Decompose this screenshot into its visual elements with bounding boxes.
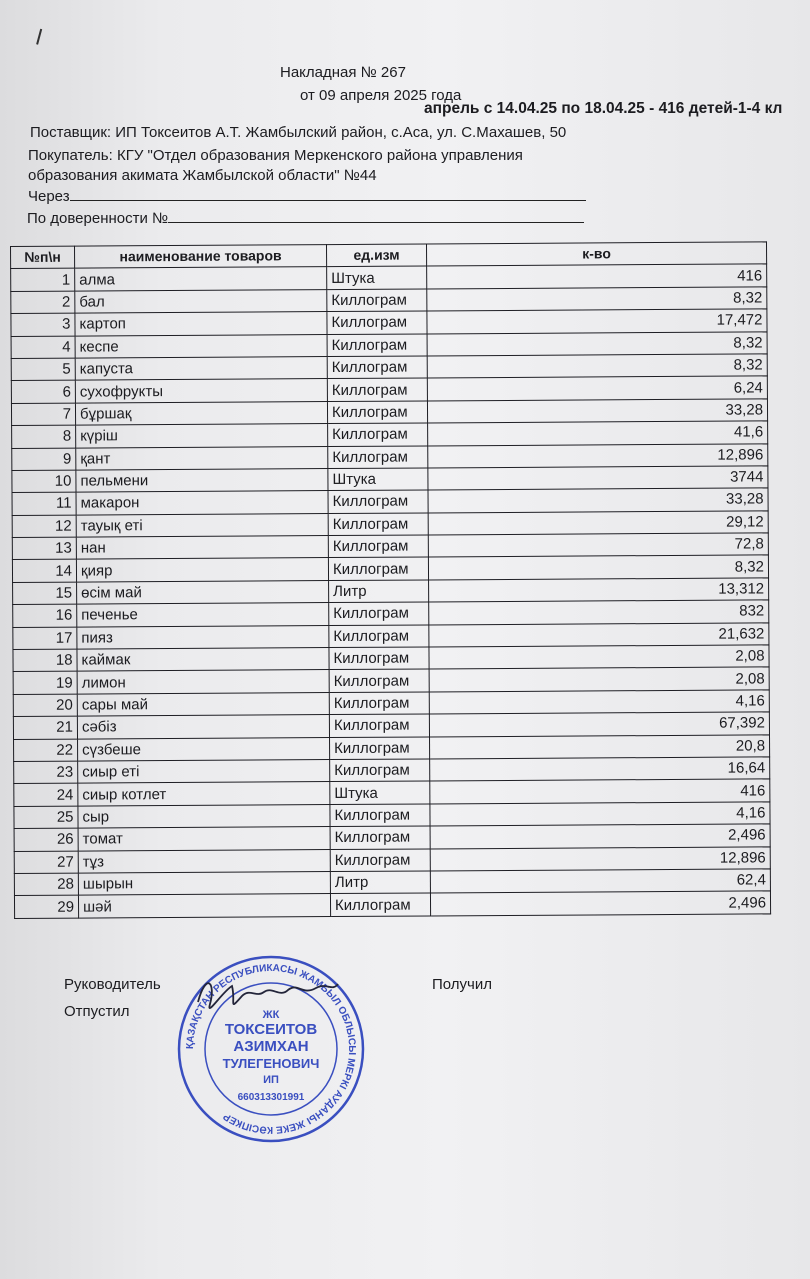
- item-name: сәбіз: [77, 715, 329, 739]
- item-quantity: 8,32: [427, 287, 767, 311]
- item-quantity: 29,12: [428, 511, 768, 535]
- item-quantity: 6,24: [427, 376, 767, 400]
- item-unit: Штука: [327, 266, 427, 289]
- item-quantity: 72,8: [428, 533, 768, 557]
- item-unit: Штука: [330, 781, 430, 804]
- item-quantity: 33,28: [427, 399, 767, 423]
- row-number: 28: [14, 873, 78, 896]
- row-number: 24: [14, 783, 78, 806]
- row-number: 25: [14, 806, 78, 829]
- row-number: 14: [12, 560, 76, 583]
- through-blank: [70, 186, 586, 201]
- item-name: алма: [75, 267, 327, 291]
- through-line: [28, 186, 586, 205]
- stamp-line4: ТУЛЕГЕНОВИЧ: [222, 1056, 320, 1071]
- head-label: Руководитель: [64, 976, 161, 993]
- item-name: күріш: [76, 424, 328, 448]
- item-name: пияз: [77, 625, 329, 649]
- row-number: 21: [13, 716, 77, 739]
- item-name: шырын: [78, 871, 330, 895]
- invoice-title: Накладная № 267: [280, 64, 406, 81]
- item-name: каймак: [77, 648, 329, 672]
- item-unit: Киллограм: [328, 557, 428, 580]
- item-name: печенье: [77, 603, 329, 627]
- item-name: қияр: [76, 558, 328, 582]
- item-quantity: 416: [427, 264, 767, 288]
- item-unit: Киллограм: [327, 378, 427, 401]
- item-name: кеспе: [75, 334, 327, 358]
- col-header-name: наименование товаров: [75, 245, 327, 269]
- item-quantity: 2,496: [430, 891, 770, 915]
- row-number: 17: [13, 627, 77, 650]
- row-number: 8: [12, 425, 76, 448]
- item-quantity: 12,896: [428, 443, 768, 467]
- released-label: Отпустил: [64, 1003, 130, 1020]
- item-name: лимон: [77, 670, 329, 694]
- item-name: нан: [76, 536, 328, 560]
- item-name: сухофрукты: [75, 379, 327, 403]
- row-number: 7: [11, 403, 75, 426]
- row-number: 29: [14, 895, 78, 918]
- item-name: пельмени: [76, 468, 328, 492]
- buyer-value-line2: образования акимата Жамбылской области" №44: [28, 167, 377, 184]
- item-name: тауық еті: [76, 513, 328, 537]
- item-unit: Киллограм: [330, 737, 430, 760]
- pen-mark: [36, 29, 52, 48]
- item-unit: Киллограм: [327, 401, 427, 424]
- item-name: томат: [78, 827, 330, 851]
- item-name: бұршақ: [75, 401, 327, 425]
- item-unit: Киллограм: [330, 893, 430, 916]
- received-label: Получил: [432, 976, 492, 993]
- row-number: 27: [14, 851, 78, 874]
- item-unit: Штука: [328, 468, 428, 491]
- stamp-line3: АЗИМХАН: [233, 1038, 309, 1055]
- item-unit: Киллограм: [327, 289, 427, 312]
- item-name: тұз: [78, 849, 330, 873]
- item-quantity: 4,16: [429, 690, 769, 714]
- row-number: 26: [14, 828, 78, 851]
- item-unit: Киллограм: [328, 423, 428, 446]
- buyer-line: [28, 147, 523, 164]
- stamp-line1: ЖК: [262, 1009, 280, 1021]
- supplier-value: ИП Токсеитов А.Т. Жамбылский район, с.Аса, ул. С.Махашев, 50: [115, 124, 567, 141]
- row-number: 18: [13, 649, 77, 672]
- item-quantity: 8,32: [427, 331, 767, 355]
- item-quantity: 2,08: [429, 667, 769, 691]
- invoice-date: от 09 апреля 2025 года: [300, 87, 462, 104]
- col-header-unit: ед.изм: [326, 244, 426, 267]
- item-quantity: 21,632: [429, 623, 769, 647]
- item-quantity: 13,312: [429, 578, 769, 602]
- stamp-line2: ТОКСЕИТОВ: [224, 1021, 318, 1038]
- item-name: сыр: [78, 804, 330, 828]
- stamp-ring-text: ҚАЗАҚСТАН РЕСПУБЛИКАСЫ ЖАМБЫЛ ОБЛЫСЫ МЕРКІ АУДАНЫ ЖЕКЕ КӘСІПКЕР: [184, 962, 358, 1136]
- row-number: 22: [14, 739, 78, 762]
- item-quantity: 17,472: [427, 309, 767, 333]
- item-name: капуста: [75, 357, 327, 381]
- item-quantity: 33,28: [428, 488, 768, 512]
- row-number: 1: [11, 268, 75, 291]
- item-quantity: 3744: [428, 466, 768, 490]
- item-name: сиыр котлет: [78, 782, 330, 806]
- item-unit: Киллограм: [328, 513, 428, 536]
- item-name: қант: [76, 446, 328, 470]
- item-quantity: 2,496: [430, 824, 770, 848]
- row-number: 9: [12, 448, 76, 471]
- item-quantity: 12,896: [430, 846, 770, 870]
- item-quantity: 4,16: [430, 802, 770, 826]
- buyer-label: Покупатель:: [28, 147, 113, 164]
- item-unit: Киллограм: [329, 669, 429, 692]
- row-number: 11: [12, 492, 76, 515]
- item-unit: Киллограм: [329, 692, 429, 715]
- item-quantity: 62,4: [430, 869, 770, 893]
- row-number: 5: [11, 358, 75, 381]
- item-quantity: 2,08: [429, 645, 769, 669]
- item-unit: Киллограм: [329, 647, 429, 670]
- item-quantity: 416: [430, 779, 770, 803]
- item-unit: Киллограм: [327, 334, 427, 357]
- row-number: 16: [13, 604, 77, 627]
- item-unit: Киллограм: [327, 311, 427, 334]
- proxy-blank: [168, 208, 584, 223]
- row-number: 13: [12, 537, 76, 560]
- row-number: 20: [13, 694, 77, 717]
- item-unit: Киллограм: [328, 490, 428, 513]
- col-header-number: №п\н: [11, 246, 75, 269]
- item-unit: Киллограм: [327, 356, 427, 379]
- item-name: сиыр еті: [78, 760, 330, 784]
- col-header-quantity: к-во: [426, 242, 766, 266]
- goods-table: [10, 241, 771, 918]
- item-unit: Киллограм: [329, 625, 429, 648]
- row-number: 19: [13, 672, 77, 695]
- row-number: 2: [11, 291, 75, 314]
- item-name: макарон: [76, 491, 328, 515]
- row-number: 12: [12, 515, 76, 538]
- item-unit: Киллограм: [329, 602, 429, 625]
- item-quantity: 67,392: [429, 712, 769, 736]
- item-name: картоп: [75, 312, 327, 336]
- row-number: 15: [13, 582, 77, 605]
- seal-stamp: [176, 952, 366, 1146]
- through-label: Через: [28, 188, 70, 205]
- row-number: 23: [14, 761, 78, 784]
- stamp-bin: 660313301991: [237, 1092, 305, 1103]
- buyer-value-line1: КГУ "Отдел образования Меркенского района управления: [116, 147, 523, 164]
- item-quantity: 41,6: [428, 421, 768, 445]
- table-row: [14, 891, 770, 918]
- item-unit: Киллограм: [329, 714, 429, 737]
- item-quantity: 20,8: [430, 734, 770, 758]
- supplier-label: Поставщик:: [30, 124, 112, 141]
- stamp-line5: ИП: [263, 1074, 279, 1086]
- item-quantity: 8,32: [428, 555, 768, 579]
- item-quantity: 16,64: [430, 757, 770, 781]
- delivery-period: апрель с 14.04.25 по 18.04.25 - 416 детей-1-4 кл: [424, 100, 783, 117]
- item-unit: Литр: [329, 580, 429, 603]
- row-number: 4: [11, 336, 75, 359]
- item-name: шәй: [78, 894, 330, 918]
- item-quantity: 832: [429, 600, 769, 624]
- item-unit: Литр: [330, 871, 430, 894]
- proxy-label: По доверенности №: [27, 210, 169, 227]
- item-name: өсім май: [77, 580, 329, 604]
- proxy-line: [27, 208, 584, 227]
- item-name: бал: [75, 289, 327, 313]
- item-name: сүзбеше: [78, 737, 330, 761]
- supplier-line: [30, 124, 566, 141]
- item-unit: Киллограм: [330, 848, 430, 871]
- row-number: 3: [11, 313, 75, 336]
- item-unit: Киллограм: [330, 804, 430, 827]
- item-unit: Киллограм: [328, 445, 428, 468]
- item-unit: Киллограм: [328, 535, 428, 558]
- item-unit: Киллограм: [330, 826, 430, 849]
- row-number: 6: [11, 380, 75, 403]
- item-unit: Киллограм: [330, 759, 430, 782]
- row-number: 10: [12, 470, 76, 493]
- item-name: сары май: [77, 692, 329, 716]
- item-quantity: 8,32: [427, 354, 767, 378]
